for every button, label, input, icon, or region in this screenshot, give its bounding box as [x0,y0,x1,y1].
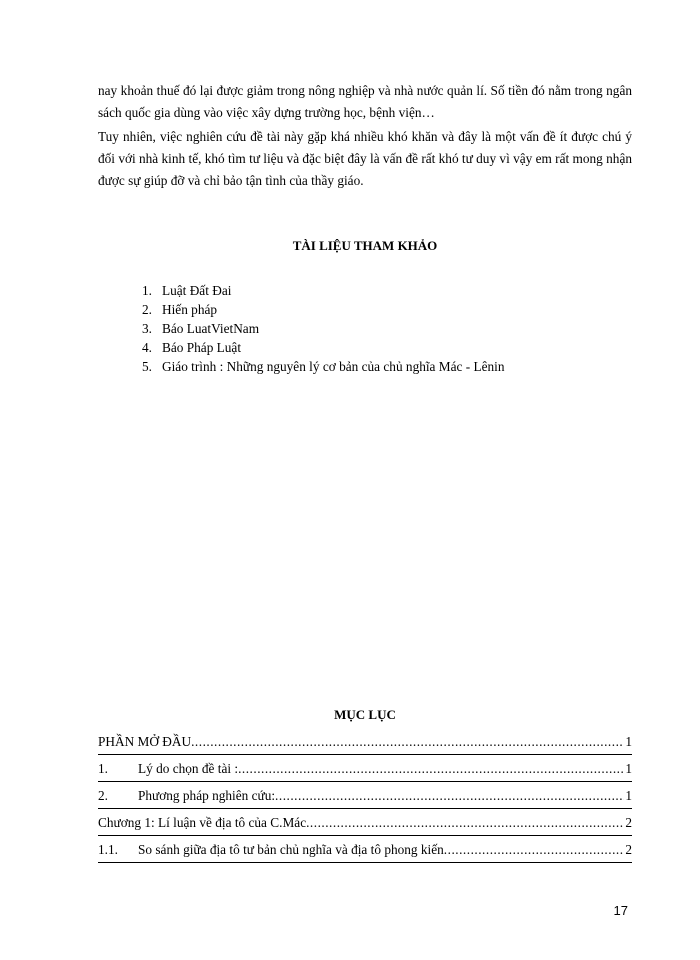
reference-number: 4. [142,340,152,355]
toc-entry-page: 1 [625,788,632,803]
reference-item [142,338,505,357]
reference-item [142,357,505,376]
toc-leader-dots [275,788,624,804]
toc-entry-page: 1 [625,761,632,776]
toc-leader-dots [191,734,624,750]
toc-entry-text: Lý do chọn đề tài : [138,761,239,776]
reference-text: Luật Đất Đai [162,283,232,298]
reference-text: Giáo trình : Những nguyên lý cơ bản của chủ nghĩa Mác - Lênin [162,359,505,374]
reference-number: 2. [142,302,152,317]
toc-entry-number: 2. [98,788,108,803]
reference-number: 1. [142,283,152,298]
reference-text: Hiến pháp [162,302,218,317]
page-number: 17 [613,903,628,918]
toc-entry[interactable] [98,809,632,836]
reference-item [142,319,505,338]
toc-entry-text: Chương 1: Lí luận về địa tô của C.Mác [98,815,307,830]
toc-entry-page: 1 [625,734,632,749]
references-heading: TÀI LIỆU THAM KHẢO [292,238,438,253]
toc-entry-number: 1. [98,761,108,776]
toc-entry[interactable] [98,836,632,863]
toc-entry[interactable] [98,782,632,809]
toc-entry-page: 2 [625,842,632,857]
toc-leader-dots [444,842,625,858]
toc-entry-text: So sánh giữa địa tô tư bản chủ nghĩa và địa tô phong kiến [138,842,444,857]
toc-leader-dots [238,761,624,777]
reference-number: 5. [142,359,152,374]
reference-text: Báo LuatVietNam [162,321,260,336]
toc-heading: MỤC LỤC [334,707,396,722]
body-paragraph-2: Tuy nhiên, việc nghiên cứu đề tài này gặp khá nhiều khó khăn và đây là một vấn đề ít được chú ý đối với nhà kinh tế, khó tìm tư liệu và đặc biệt đây là vấn đề rất khó tư duy vì vậy em rất mong nhận được sự giúp đỡ và chỉ bảo tận tình của thầy giáo. [98,129,632,188]
toc-entry-text: PHẦN MỞ ĐẦU [98,734,192,749]
reference-item [142,300,505,319]
toc-entry[interactable] [98,755,632,782]
toc-entry[interactable] [98,728,632,755]
toc-entry-text: Phương pháp nghiên cứu: [138,788,276,803]
references-list [142,281,505,376]
table-of-contents [98,728,632,863]
reference-number: 3. [142,321,152,336]
reference-item [142,281,505,300]
toc-leader-dots [306,815,624,831]
toc-entry-number: 1.1. [98,842,118,857]
toc-entry-page: 2 [625,815,632,830]
reference-text: Báo Pháp Luật [162,340,242,355]
body-paragraph-1: nay khoản thuế đó lại được giảm trong nông nghiệp và nhà nước quản lí. Số tiền đó nằm trong ngân sách quốc gia dùng vào việc xây dựng trường học, bệnh viện… [98,83,632,120]
